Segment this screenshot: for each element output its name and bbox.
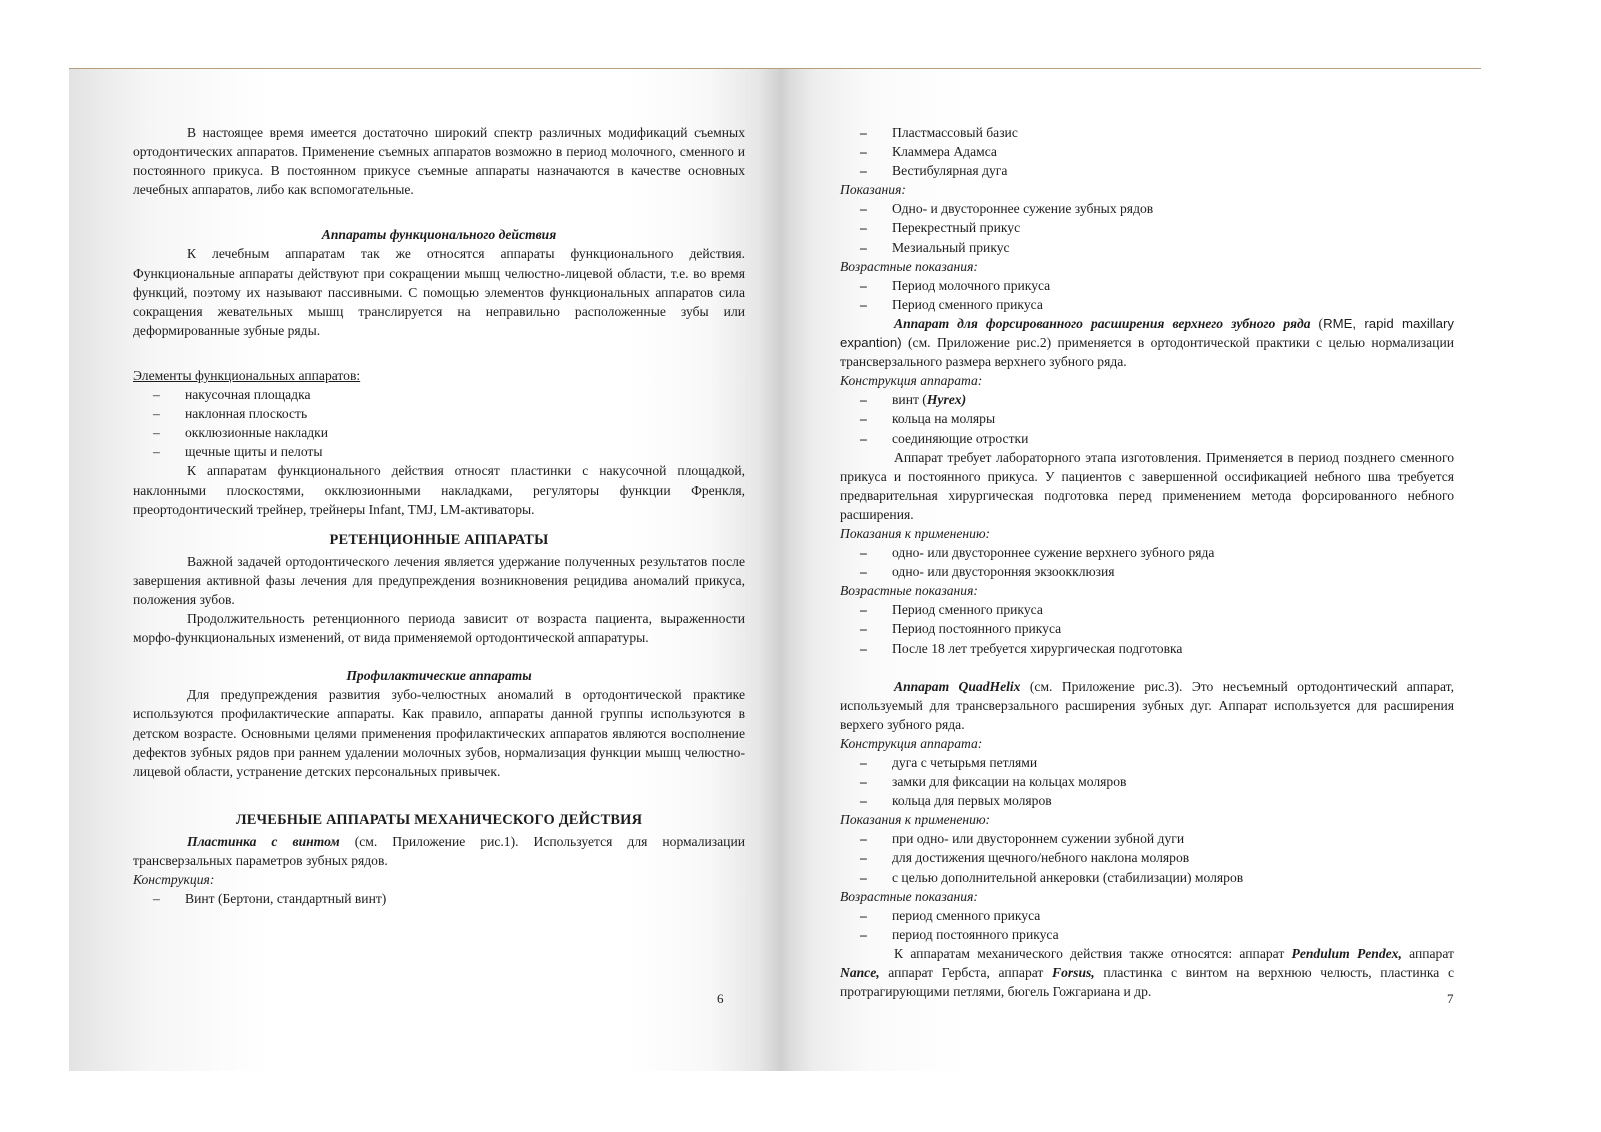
list-item: – окклюзионные накладки [133, 423, 745, 442]
prophylactic-heading: Профилактические аппараты [346, 668, 532, 684]
qh-age-label: Возрастные показания: [840, 888, 978, 904]
quadhelix-paragraph: Аппарат QuadHelix (см. Приложение рис.3). Это несъемный ортодонтический аппарат, используемый для трансверзального расширения зубных дуг. Аппарат используется для расширения верхего зубного ряда. [840, 678, 1454, 732]
list-item: – с целью дополнительной анкеровки (стабилизации) моляров [840, 868, 1454, 887]
list-item: – при одно- или двустороннем сужении зубной дуги [840, 829, 1454, 848]
retention-heading: РЕТЕНЦИОННЫЕ АППАРАТЫ [329, 531, 549, 548]
page-number-left: 6 [717, 991, 724, 1006]
prophylactic-paragraph: Для предупреждения развития зубо-челюстных аномалий в ортодонтической практике используются профилактические аппараты. Как правило, аппараты данной группы используются в детском возрасте. Основными целями применения профилактических аппаратов являются восполнение дефектов зубных рядов при раннем удалении молочных зубов, нормализация функции мышц челюстно-лицевой области, устранение детских персональных привычек. [133, 687, 745, 779]
rme-age-list [840, 600, 1454, 657]
qh-indications-list [840, 829, 1454, 886]
list-item: – одно- или двустороннее сужение верхнего зубного ряда [840, 543, 1454, 562]
list-item: – Пластмассовый базис [840, 123, 1454, 142]
list-item: – замки для фиксации на кольцах моляров [840, 772, 1454, 791]
intro-paragraph: В настоящее время имеется достаточно широкий спектр различных модификаций съемных ортодонтических аппаратов. Применение съемных аппаратов возможно в период молочного, сменного и постоянного прикуса. В постоянном прикусе съемные аппараты назначаются в качестве основных лечебных аппаратов, либо как вспомогательные. [133, 125, 745, 198]
final-paragraph: К аппаратам механического действия также относятся: аппарат Pendulum Pendex, аппарат Nance, аппарат Гербста, аппарат Forsus, пластинка с винтом на верхнюю челюсть, пластинка с протрагирующими петлями, бюгель Гожгариана и др. [840, 945, 1455, 1000]
list-item: – Винт (Бертони, стандартный винт) [133, 889, 745, 908]
rme-title: Аппарат для форсированного расширения верхнего зубного ряда [894, 315, 1311, 331]
construction-label: Конструкция: [133, 872, 215, 888]
mechanical-heading: ЛЕЧЕБНЫЕ АППАРАТЫ МЕХАНИЧЕСКОГО ДЕЙСТВИЯ [235, 811, 643, 828]
rme-indications-list [840, 543, 1454, 581]
list-item: – Мезиальный прикус [840, 238, 1454, 257]
list-item: – щечные щиты и пелоты [133, 442, 745, 461]
list-item: – кольца на моляры [840, 409, 1454, 428]
retention-paragraph-1: Важной задачей ортодонтического лечения является удержание полученных результатов после завершения активной фазы лечения для предупреждения возникновения рецидива аномалий прикуса, положения зубов. [133, 553, 745, 607]
rme-age-label: Возрастные показания: [840, 583, 978, 599]
rme-construction-label: Конструкция аппарата: [840, 373, 983, 389]
list-item: – период постоянного прикуса [840, 925, 1454, 944]
list-item: – одно- или двусторонняя экзоокклюзия [840, 562, 1454, 581]
rme-indications-label: Показания к применению: [840, 525, 991, 541]
qh-age-list [840, 906, 1454, 944]
age-label: Возрастные показания: [840, 258, 978, 274]
rme-construction-list [840, 390, 1454, 447]
indications-list [840, 199, 1454, 256]
qh-construction-label: Конструкция аппарата: [840, 735, 983, 751]
list-item: – Период сменного прикуса [840, 600, 1454, 619]
book-spread [69, 68, 1481, 1071]
list-item: – период сменного прикуса [840, 906, 1454, 925]
elements-heading: Элементы функциональных аппаратов: [133, 367, 361, 383]
right-page [840, 123, 1454, 1001]
list-item: – винт (Hyrex) [840, 390, 1454, 409]
list-item: – кольца для первых моляров [840, 791, 1454, 810]
quadhelix-title: Аппарат QuadHelix [894, 678, 1021, 694]
plate-paragraph: Пластинка с винтом (см. Приложение рис.1). Используется для нормализации трансверзальных параметров зубных рядов. [133, 833, 746, 868]
list-item: – соединяющие отростки [840, 429, 1454, 448]
qh-indications-label: Показания к применению: [840, 812, 991, 828]
plate-construction-list [840, 123, 1454, 180]
list-item: – Одно- и двустороннее сужение зубных рядов [840, 199, 1454, 218]
indications-label: Показания: [840, 182, 906, 198]
rme-paragraph: Аппарат для форсированного расширения верхнего зубного ряда (RME, rapid maxillary expantion) (см. Приложение рис.2) применяется в ортодонтической практики с целью нормализации трансверзального размера верхнего зубного ряда. [840, 315, 1454, 370]
qh-construction-list [840, 753, 1454, 810]
list-item: – Вестибулярная дуга [840, 161, 1454, 180]
list-item: – Перекрестный прикус [840, 218, 1454, 237]
functional-paragraph-2: К аппаратам функционального действия относят пластинки с накусочной площадкой, наклонными плоскостями, окклюзионными накладками, регуляторы функции Френкля, преортодонтический трейнер, трейнеры Infant, TMJ, LM-активаторы. [133, 463, 745, 517]
rme-paragraph-2: Аппарат требует лабораторного этапа изготовления. Применяется в период позднего сменного прикуса и постоянного прикуса. У пациентов с завершенной оссификацией небного шва требуется предварительная хирургическая подготовка перед применением метода форсированного небного расширения. [840, 449, 1454, 522]
list-item: – Период постоянного прикуса [840, 619, 1454, 638]
left-page [133, 123, 745, 908]
list-item: – После 18 лет требуется хирургическая подготовка [840, 639, 1454, 658]
retention-paragraph-2: Продолжительность ретенционного периода зависит от возраста пациента, выраженности морфо-функциональных изменений, от вида применяемой ортодонтической аппаратуры. [133, 611, 745, 646]
elements-list [133, 385, 745, 461]
list-item: – накусочная площадка [133, 385, 745, 404]
rme-abbr: RME, rapid maxillary expantion [840, 315, 1454, 351]
functional-paragraph: К лечебным аппаратам так же относятся аппараты функционального действия. Функциональные аппараты действуют при сокращении мышц челюстно-лицевой области, т.е. во время функций, поэтому их называют пассивными. С помощью элементов функциональных аппаратов сила сокращения жевательных мышц транслируется на неправильно расположенные зубы или деформированные зубные ряды. [133, 246, 745, 338]
list-item: – наклонная плоскость [133, 404, 745, 423]
list-item: – Период молочного прикуса [840, 276, 1454, 295]
list-item: – для достижения щечного/небного наклона моляров [840, 848, 1454, 867]
list-item: – дуга с четырьмя петлями [840, 753, 1454, 772]
construction-list [133, 889, 745, 908]
plate-title: Пластинка с винтом [187, 833, 340, 849]
page-number-right: 7 [1447, 991, 1454, 1006]
age-list [840, 276, 1454, 314]
list-item: – Кламмера Адамса [840, 142, 1454, 161]
functional-heading: Аппараты функционального действия [321, 227, 557, 243]
list-item: – Период сменного прикуса [840, 295, 1454, 314]
